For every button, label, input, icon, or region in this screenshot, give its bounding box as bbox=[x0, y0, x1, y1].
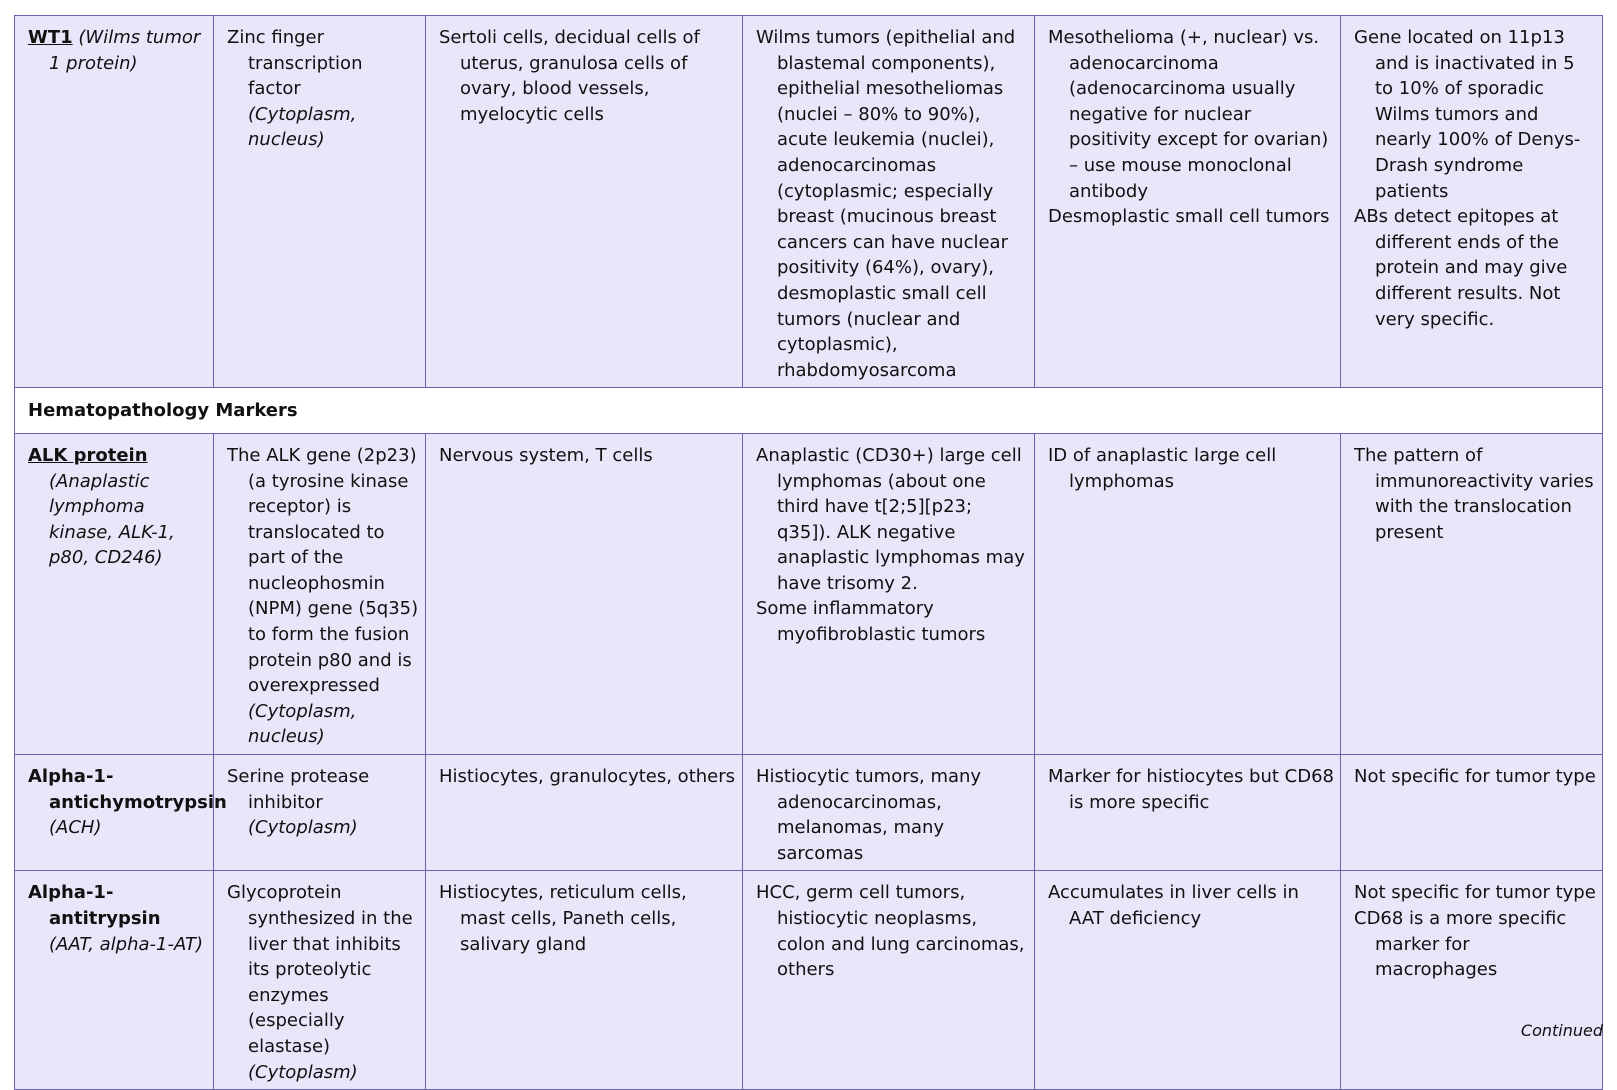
uses-cell bbox=[1035, 16, 1341, 388]
table-row bbox=[15, 871, 1603, 1090]
tumor-cell bbox=[743, 16, 1035, 388]
comment-text: The pattern of immunoreactivity varies with the translocation present bbox=[1354, 444, 1594, 543]
marker-name: Alpha-1-antichymotrypsin bbox=[28, 766, 227, 813]
marker-alt-name: (Anaplastic lymphoma kinase, ALK-1, p80, CD246) bbox=[49, 470, 175, 569]
uses-cell bbox=[1035, 871, 1341, 1090]
normal-tissue: Sertoli cells, decidual cells of uterus, granulosa cells of ovary, blood vessels, myelocytic cells bbox=[439, 27, 700, 125]
uses-cell bbox=[1035, 755, 1341, 871]
comments-cell bbox=[1341, 433, 1603, 754]
type-cell bbox=[214, 16, 426, 388]
comments-cell bbox=[1341, 755, 1603, 871]
tumor-text: Histiocytic tumors, many adenocarcinomas, melanomas, many sarcomas bbox=[756, 766, 982, 864]
marker-location: (Cytoplasm, nucleus) bbox=[248, 103, 357, 151]
uses-text: Mesothelioma (+, nuclear) vs. adenocarcinoma (adenocarcinoma usually negative for nuclear positivity except for ovarian) – use mouse monoclonal antibody bbox=[1048, 27, 1329, 202]
table-row bbox=[15, 16, 1603, 388]
comments-cell bbox=[1341, 871, 1603, 1090]
normal-tissue: Histiocytes, granulocytes, others bbox=[439, 766, 736, 788]
marker-type: Zinc finger transcription factor bbox=[227, 27, 363, 100]
marker-name: WT1 bbox=[28, 27, 73, 48]
comment-text: Not specific for tumor type bbox=[1354, 766, 1596, 788]
tumor-cell bbox=[743, 433, 1035, 754]
tumor-text: Anaplastic (CD30+) large cell lymphomas (about one third have t[2;5][p23; q35]). ALK negative anaplastic lymphomas may have trisomy 2. bbox=[756, 444, 1025, 594]
marker-cell bbox=[15, 871, 214, 1090]
marker-location: (Cytoplasm) bbox=[248, 1061, 358, 1083]
marker-type: The ALK gene (2p23) (a tyrosine kinase receptor) is translocated to part of the nucleophosmin (NPM) gene (5q35) to form the fusion protein p80 and is overexpressed bbox=[227, 444, 419, 697]
type-cell bbox=[214, 755, 426, 871]
comment-text: CD68 is a more specific marker for macrophages bbox=[1354, 908, 1567, 981]
comment-text: ABs detect epitopes at different ends of the protein and may give different results. Not very specific. bbox=[1354, 206, 1568, 330]
section-row bbox=[15, 388, 1603, 434]
marker-cell bbox=[15, 433, 214, 754]
uses-text: ID of anaplastic large cell lymphomas bbox=[1048, 444, 1277, 492]
marker-name: Alpha-1-antitrypsin bbox=[28, 882, 161, 929]
section-title: Hematopathology Markers bbox=[15, 388, 1603, 434]
marker-location: (Cytoplasm) bbox=[248, 817, 358, 839]
continued-note: Continued bbox=[1520, 1021, 1603, 1040]
uses-text: Accumulates in liver cells in AAT deficiency bbox=[1048, 882, 1299, 929]
table-row bbox=[15, 433, 1603, 754]
tumor-cell bbox=[743, 871, 1035, 1090]
comments-cell bbox=[1341, 16, 1603, 388]
tumor-text: Some inflammatory myofibroblastic tumors bbox=[756, 598, 986, 646]
comment-text: Gene located on 11p13 and is inactivated in 5 to 10% of sporadic Wilms tumors and nearly 100% of Denys-Drash syndrome patients bbox=[1354, 27, 1581, 202]
normal-tissue-cell bbox=[426, 433, 743, 754]
type-cell bbox=[214, 871, 426, 1090]
marker-alt-name: (Wilms tumor 1 protein) bbox=[49, 27, 201, 74]
table-row bbox=[15, 755, 1603, 871]
normal-tissue-cell bbox=[426, 755, 743, 871]
marker-table bbox=[14, 15, 1603, 1090]
marker-alt-name: (AAT, alpha-1-AT) bbox=[49, 933, 204, 955]
tumor-cell bbox=[743, 755, 1035, 871]
type-cell bbox=[214, 433, 426, 754]
tumor-text: HCC, germ cell tumors, histiocytic neoplasms, colon and lung carcinomas, others bbox=[756, 882, 1025, 981]
normal-tissue: Nervous system, T cells bbox=[439, 444, 653, 466]
marker-cell bbox=[15, 755, 227, 871]
uses-text: Marker for histiocytes but CD68 is more specific bbox=[1048, 766, 1334, 813]
marker-cell bbox=[15, 16, 214, 388]
marker-location: (Cytoplasm, nucleus) bbox=[248, 700, 357, 748]
uses-text: Desmoplastic small cell tumors bbox=[1048, 206, 1330, 228]
uses-cell bbox=[1035, 433, 1341, 754]
marker-alt-name: (ACH) bbox=[49, 817, 102, 839]
normal-tissue-cell bbox=[426, 16, 743, 388]
marker-type: Serine protease inhibitor bbox=[227, 766, 370, 813]
tumor-text: Wilms tumors (epithelial and blastemal components), epithelial mesotheliomas (nuclei – 80% to 90%), acute leukemia (nuclei), adenocarcinomas (cytoplasmic; especially breast (mucinous breast cancers can have nuclear positivity (64%), ovary), desmoplastic small cell tumors (nuclear and cytoplasmic), rhabdomyosarcoma bbox=[756, 27, 1016, 381]
comment-text: Not specific for tumor type bbox=[1354, 882, 1596, 904]
normal-tissue: Histiocytes, reticulum cells, mast cells, Paneth cells, salivary gland bbox=[439, 882, 687, 955]
marker-type: Glycoprotein synthesized in the liver that inhibits its proteolytic enzymes (especially elastase) bbox=[227, 882, 413, 1057]
marker-name: ALK protein bbox=[28, 444, 148, 466]
normal-tissue-cell bbox=[426, 871, 743, 1090]
